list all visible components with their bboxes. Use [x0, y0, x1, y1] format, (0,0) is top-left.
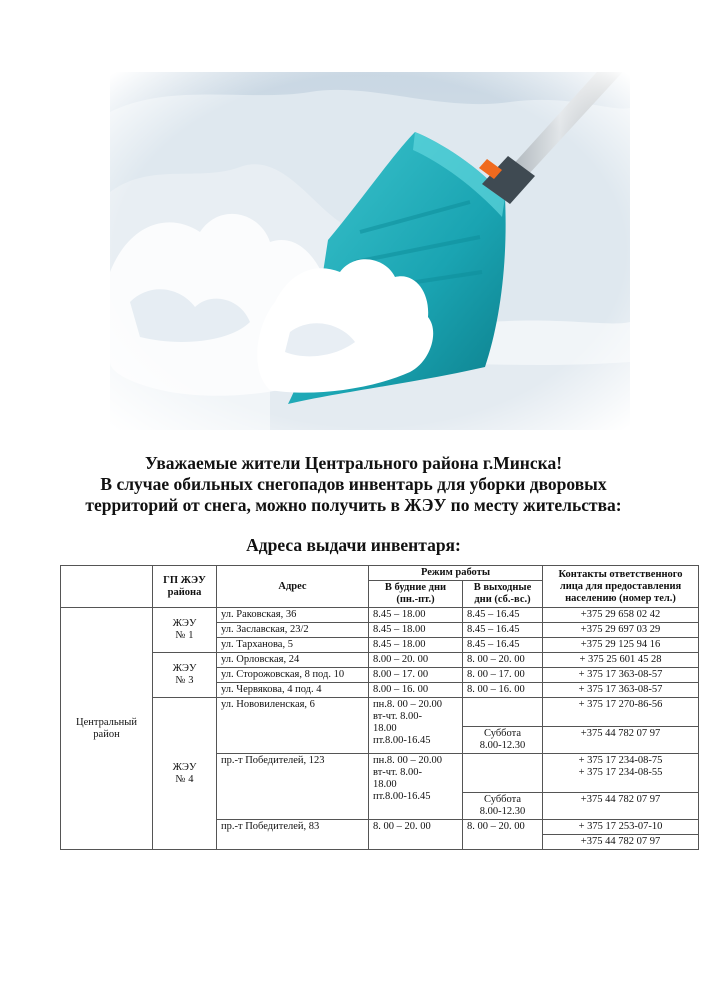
- weekdays-line: 18.00: [373, 779, 397, 790]
- zheu1-cell: [153, 608, 217, 653]
- weekdays-line: вт-чт. 8.00-: [373, 767, 422, 778]
- zheu4-number: № 4: [175, 773, 194, 785]
- phone-cell: + 375 17 363-08-57: [543, 668, 699, 683]
- table-row: [61, 608, 699, 623]
- weekends-cell: 8.45 – 16.45: [463, 623, 543, 638]
- phone-cell: + 375 17 270-86-56: [543, 698, 699, 727]
- weekends-cell: [463, 754, 543, 793]
- address-cell: ул. Заславская, 23/2: [217, 623, 369, 638]
- district-cell: Центральный район: [61, 608, 153, 850]
- weekends-cell: 8. 00 – 20. 00: [463, 820, 543, 850]
- weekends-cell: 8. 00 – 16. 00: [463, 683, 543, 698]
- saturday-cell: [463, 727, 543, 754]
- phone-cell: + 375 17 253-07-10: [543, 820, 699, 835]
- address-cell: ул. Сторожовская, 8 под. 10: [217, 668, 369, 683]
- zheu1-label: ЖЭУ: [172, 618, 197, 629]
- table-row: [61, 698, 699, 727]
- phone-cell: +375 44 782 07 97: [543, 793, 699, 820]
- snow-shovel-illustration: [110, 72, 630, 430]
- weekdays-line: пн.8. 00 – 20.00: [373, 755, 442, 766]
- work-mode-header: Режим работы: [369, 566, 543, 581]
- district-col-header: [61, 566, 153, 608]
- saturday-label: Суббота: [483, 794, 522, 805]
- weekdays-cell: 8.45 – 18.00: [369, 623, 463, 638]
- phone-line: + 375 17 234-08-75: [578, 755, 663, 766]
- weekdays-line: 18.00: [373, 723, 397, 734]
- table-header-row: [61, 566, 699, 581]
- weekdays-cell: 8.00 – 16. 00: [369, 683, 463, 698]
- weekdays-line: вт-чт. 8.00-: [373, 711, 422, 722]
- phone-cell: +375 44 782 07 97: [543, 835, 699, 850]
- saturday-label: Суббота: [483, 728, 522, 739]
- info-heading-line-2: В случае обильных снегопадов инвентарь для уборки дворовых: [100, 474, 607, 494]
- phone-line: + 375 17 234-08-55: [578, 767, 663, 778]
- phone-cell: +375 29 125 94 16: [543, 638, 699, 653]
- saturday-hours: 8.00-12.30: [479, 740, 526, 751]
- phone-cell: [543, 754, 699, 793]
- address-cell: ул. Орловская, 24: [217, 653, 369, 668]
- weekdays-cell: 8.45 – 18.00: [369, 638, 463, 653]
- zheu3-number: № 3: [175, 675, 194, 686]
- zheu4-cell: [153, 698, 217, 850]
- saturday-hours: 8.00-12.30: [479, 806, 526, 817]
- addresses-subtitle: Адреса выдачи инвентаря:: [246, 535, 461, 555]
- greeting-heading: Уважаемые жители Центрального района г.Минска!: [144, 453, 563, 473]
- zheu4-label: ЖЭУ: [172, 761, 197, 773]
- weekends-cell: 8.45 – 16.45: [463, 608, 543, 623]
- table-row: [61, 653, 699, 668]
- zheu3-label: ЖЭУ: [172, 663, 197, 674]
- weekends-col-header: В выходные дни (сб.-вс.): [463, 581, 543, 608]
- zheu1-number: № 1: [175, 630, 194, 641]
- inventory-addresses-table: [60, 565, 699, 850]
- address-cell: ул. Раковская, 36: [217, 608, 369, 623]
- phone-cell: +375 29 697 03 29: [543, 623, 699, 638]
- address-cell: ул. Тарханова, 5: [217, 638, 369, 653]
- address-col-header: Адрес: [217, 566, 369, 608]
- zheu3-cell: [153, 653, 217, 698]
- weekends-cell: 8. 00 – 20. 00: [463, 653, 543, 668]
- weekdays-cell: 8.00 – 17. 00: [369, 668, 463, 683]
- contacts-col-header: Контакты ответственного лица для предоставления населению (номер тел.): [543, 566, 699, 608]
- weekdays-cell: 8.00 – 20. 00: [369, 653, 463, 668]
- phone-cell: + 375 25 601 45 28: [543, 653, 699, 668]
- weekdays-line: пт.8.00-16.45: [373, 791, 431, 802]
- weekdays-cell: [369, 754, 463, 820]
- phone-cell: + 375 17 363-08-57: [543, 683, 699, 698]
- weekdays-line: пн.8. 00 – 20.00: [373, 699, 442, 710]
- address-cell: пр.-т Победителей, 83: [217, 820, 369, 850]
- weekends-cell: 8.45 – 16.45: [463, 638, 543, 653]
- saturday-cell: [463, 793, 543, 820]
- weekdays-cell: 8.45 – 18.00: [369, 608, 463, 623]
- weekdays-col-header: В будние дни (пн.-пт.): [369, 581, 463, 608]
- weekends-cell: 8. 00 – 17. 00: [463, 668, 543, 683]
- info-heading-line-3: территорий от снега, можно получить в ЖЭУ по месту жительства:: [85, 495, 622, 515]
- address-cell: пр.-т Победителей, 123: [217, 754, 369, 820]
- weekdays-cell: 8. 00 – 20. 00: [369, 820, 463, 850]
- weekends-cell: [463, 698, 543, 727]
- weekdays-line: пт.8.00-16.45: [373, 735, 431, 746]
- weekdays-cell: [369, 698, 463, 754]
- address-cell: ул. Нововиленская, 6: [217, 698, 369, 754]
- phone-cell: +375 29 658 02 42: [543, 608, 699, 623]
- address-cell: ул. Червякова, 4 под. 4: [217, 683, 369, 698]
- phone-cell: +375 44 782 07 97: [543, 727, 699, 754]
- zheu-col-header: ГП ЖЭУ района: [153, 566, 217, 608]
